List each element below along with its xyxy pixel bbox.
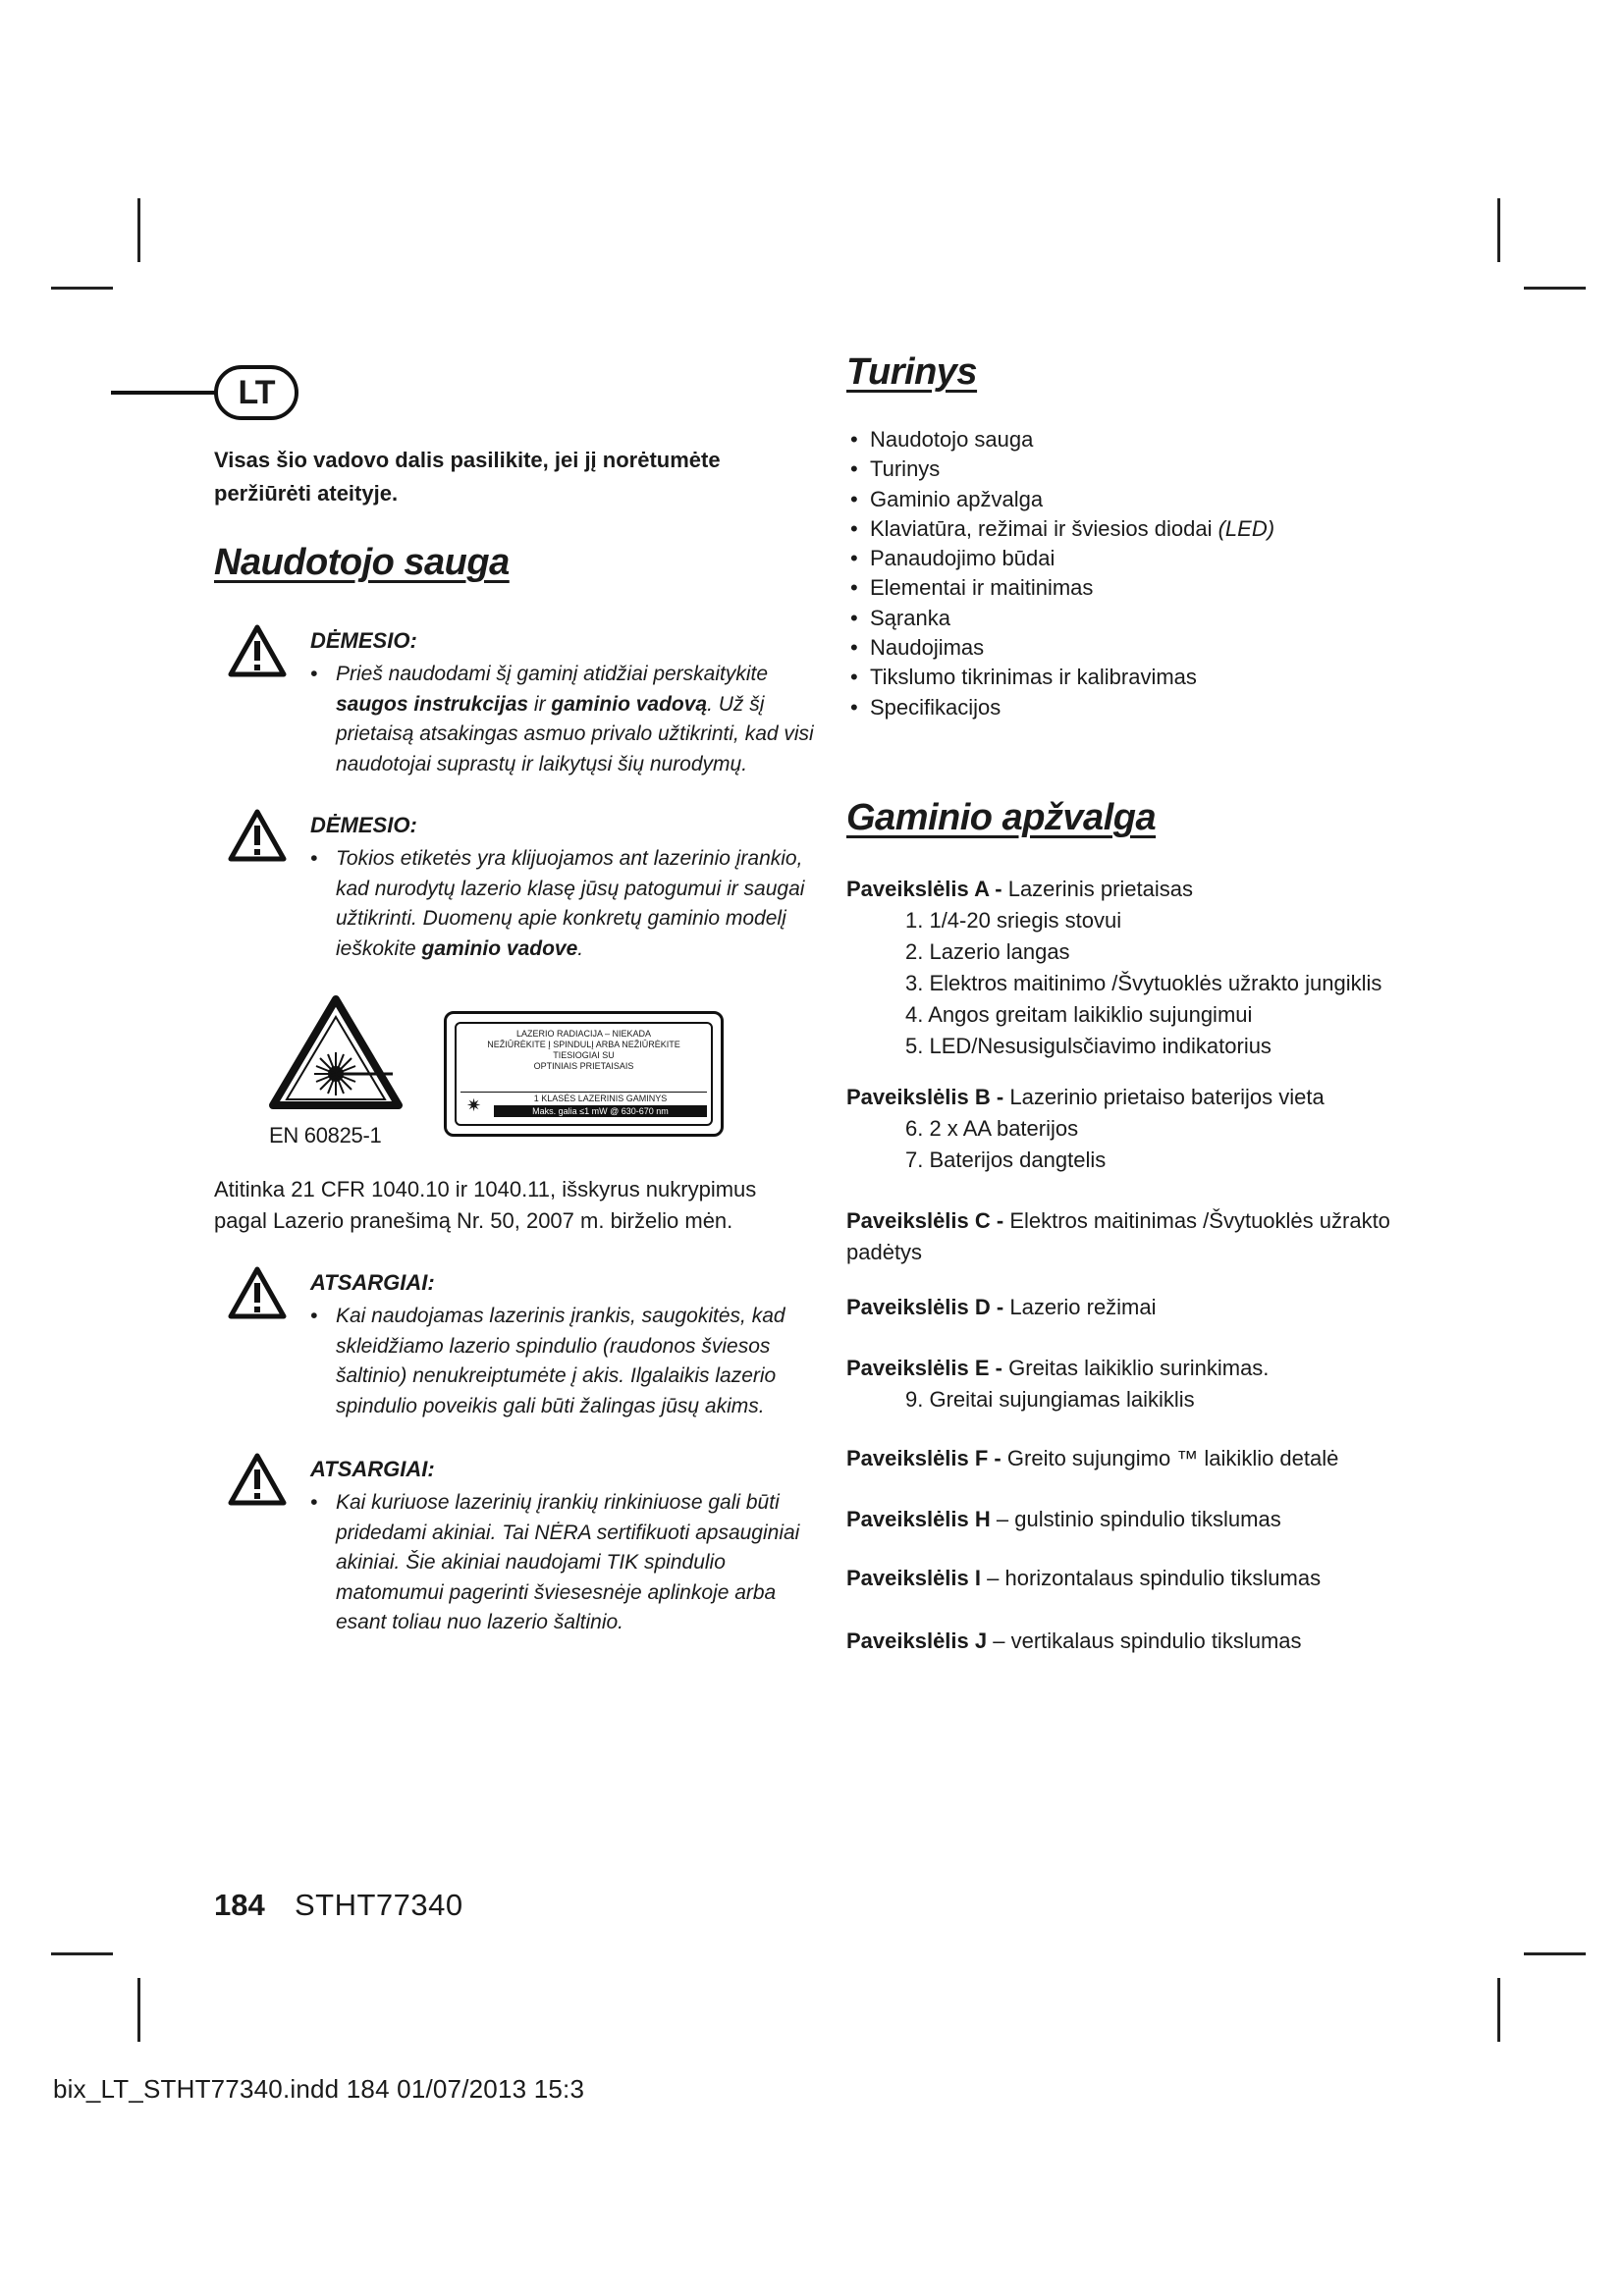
warning-text <box>310 660 821 779</box>
warning-text-part: . <box>577 936 584 960</box>
figure-text: – horizontalaus spindulio tikslumas <box>987 1566 1322 1590</box>
warning-block-2 <box>228 809 807 966</box>
caution-text <box>310 1302 821 1421</box>
figure-item: 9. Greitai sujungiamas laikiklis <box>905 1387 1195 1412</box>
list-item-suffix: (LED) <box>1218 515 1275 541</box>
list-item <box>846 514 1274 544</box>
laser-warning-label-inner <box>455 1022 713 1126</box>
crop-mark <box>1497 1978 1500 2042</box>
figure-text: Lazerio režimai <box>1009 1295 1157 1319</box>
language-badge: LT <box>214 365 298 420</box>
warning-text <box>310 844 821 964</box>
laser-labels-figure <box>267 993 738 1150</box>
warning-title: DĖMESIO: <box>310 628 417 653</box>
laser-label-line: TIESIOGIAI SU <box>553 1050 615 1060</box>
list-item: • Naudojimas <box>846 633 1274 663</box>
warning-text-part: Prieš naudodami šį gaminį atidžiai perskaitykite <box>336 663 769 685</box>
caution-block-1 <box>228 1266 807 1423</box>
figure-item: 4. Angos greitam laikiklio sujungimui <box>905 1002 1253 1027</box>
figure-item: 1. 1/4-20 sriegis stovui <box>905 908 1122 933</box>
figure-c-block <box>846 1205 1396 1268</box>
warning-text-part: Tokios etiketės yra klijuojamos ant lazerinio įrankio, kad nurodytų lazerio klasę jūsų patogumui ir saugai užtikrinti. Duomenų apie konkretų gaminio modelį ieškokite <box>336 847 805 960</box>
figure-text: Greito sujungimo ™ laikiklio detalė <box>1006 1446 1339 1470</box>
page-number: 184 <box>214 1888 265 1922</box>
figure-text: Lazerinio prietaiso baterijos vieta <box>1009 1085 1325 1109</box>
warning-triangle-icon <box>228 1453 287 1506</box>
laser-label-line: LAZERIO RADIACIJA – NIEKADA <box>515 1029 652 1039</box>
figure-text: Greitas laikiklio surinkimas. <box>1008 1356 1270 1380</box>
list-item: • Gaminio apžvalga <box>846 485 1274 514</box>
caution-text-body: Kai kuriuose lazerinių įrankių rinkiniuose gali būti pridedami akiniai. Tai NĖRA sertifikuoti apsauginiai akiniai. Šie akiniai naudojami TIK spindulio matomumui pagerinti šviesesnėje aplinkoje arba esant toliau nuo lazerio šaltinio. <box>336 1491 800 1633</box>
laser-power-text: Maks. galia ≤1 mW @ 630-670 nm <box>494 1105 707 1117</box>
print-slug: bix_LT_STHT77340.indd 184 01/07/2013 15:3 <box>53 2074 585 2104</box>
figure-label: Paveikslėlis A - <box>846 877 1002 901</box>
bullet: • <box>310 1305 318 1327</box>
warning-triangle-icon <box>228 624 287 677</box>
figure-text: – gulstinio spindulio tikslumas <box>996 1507 1281 1531</box>
crop-mark <box>51 1952 113 1955</box>
crop-mark <box>51 287 113 290</box>
laser-label-bottom <box>460 1092 707 1120</box>
figure-d-block <box>846 1292 1396 1323</box>
caution-text-body: Kai naudojamas lazerinis įrankis, saugokitės, kad skleidžiamo lazerio spindulio (raudonos šviesos šaltinio) nenukreiptumėte į akis. Ilgalaikis lazerio spindulio poveikis gali būti žalingas jūsų akims. <box>336 1305 785 1417</box>
bullet: • <box>310 1491 318 1514</box>
bullet: • <box>310 663 318 685</box>
laser-label-line: NEŽIŪRĖKITE Į SPINDULĮ ARBA NEŽIŪRĖKITE <box>487 1040 680 1049</box>
figure-label: Paveikslėlis C - <box>846 1208 1004 1233</box>
figure-text: Lazerinis prietaisas <box>1007 877 1194 901</box>
laser-warning-label <box>444 1011 724 1137</box>
figure-text: Elektros maitinimas /Švytuoklės užrakto padėtys <box>846 1208 1390 1264</box>
figure-item: 2. Lazerio langas <box>905 939 1070 964</box>
figure-item: 6. 2 x AA baterijos <box>905 1116 1079 1141</box>
list-item: • Specifikacijos <box>846 693 1274 722</box>
figure-i-block <box>846 1563 1396 1594</box>
figure-item: 5. LED/Nesusigulsčiavimo indikatorius <box>905 1034 1272 1058</box>
warning-text-bold: saugos instrukcijas <box>336 692 529 716</box>
figure-j-block <box>846 1626 1396 1657</box>
figure-a-block <box>846 874 1396 1062</box>
list-item: • Elementai ir maitinimas <box>846 573 1274 603</box>
figure-f-block <box>846 1443 1396 1474</box>
section-title-overview: Gaminio apžvalga <box>846 797 1157 838</box>
crop-mark <box>1524 1952 1586 1955</box>
warning-title: DĖMESIO: <box>310 813 417 837</box>
figure-text: – vertikalaus spindulio tikslumas <box>993 1629 1302 1653</box>
warning-text-part: . Už šį prietaisą atsakingas asmuo privalo užtikrinti, kad visi naudotojai suprastų ir laikytųsi šių nurodymų. <box>336 692 814 775</box>
figure-b-block <box>846 1082 1396 1176</box>
list-item: • Panaudojimo būdai <box>846 544 1274 573</box>
figure-label: Paveikslėlis E - <box>846 1356 1002 1380</box>
figure-label: Paveikslėlis I <box>846 1566 981 1590</box>
laser-hazard-icon <box>267 993 405 1111</box>
bullet: • <box>310 847 318 870</box>
compliance-text: Atitinka 21 CFR 1040.10 ir 1040.11, išskyrus nukrypimus pagal Lazerio pranešimą Nr. 50, 2007 m. birželio mėn. <box>214 1177 757 1233</box>
figure-label: Paveikslėlis D - <box>846 1295 1004 1319</box>
crop-mark <box>137 198 140 262</box>
crop-mark <box>1524 287 1586 290</box>
caution-block-2 <box>228 1453 807 1649</box>
figure-e-block <box>846 1353 1396 1415</box>
figure-item: 3. Elektros maitinimo /Švytuoklės užrakto jungiklis <box>905 971 1382 995</box>
contents-list <box>846 425 1274 722</box>
model-number: STHT77340 <box>295 1888 463 1922</box>
list-item-text: Klaviatūra, režimai ir šviesios diodai <box>870 515 1213 541</box>
figure-label: Paveikslėlis H <box>846 1507 991 1531</box>
list-item: • Sąranka <box>846 604 1274 633</box>
warning-block-1 <box>228 624 814 781</box>
warning-triangle-icon <box>228 1266 287 1319</box>
laser-standard-label: EN 60825-1 <box>269 1123 382 1148</box>
list-item: • Turinys <box>846 454 1274 484</box>
warning-text-bold: gaminio vadove <box>421 936 578 960</box>
laser-class-text: 1 KLASĖS LAZERINIS GAMINYS <box>533 1094 668 1103</box>
list-item: • Tikslumo tikrinimas ir kalibravimas <box>846 663 1274 692</box>
laser-starburst-icon: ✷ <box>466 1095 482 1115</box>
section-title-user-safety: Naudotojo sauga <box>214 542 510 583</box>
intro-text: Visas šio vadovo dalis pasilikite, jei jį norėtumėte peržiūrėti ateityje. <box>214 448 721 506</box>
figure-item: 7. Baterijos dangtelis <box>905 1148 1107 1172</box>
section-title-contents: Turinys <box>846 351 978 393</box>
crop-mark <box>137 1978 140 2042</box>
caution-title: ATSARGIAI: <box>310 1270 435 1295</box>
badge-line <box>111 391 217 395</box>
figure-label: Paveikslėlis B - <box>846 1085 1004 1109</box>
figure-h-block <box>846 1504 1396 1535</box>
warning-triangle-icon <box>228 809 287 862</box>
caution-title: ATSARGIAI: <box>310 1457 435 1481</box>
figure-label: Paveikslėlis J <box>846 1629 988 1653</box>
list-item: • Naudotojo sauga <box>846 425 1274 454</box>
figure-label: Paveikslėlis F - <box>846 1446 1001 1470</box>
warning-text-part: ir <box>528 692 552 716</box>
crop-mark <box>1497 198 1500 262</box>
warning-text-bold: gaminio vadovą <box>551 692 708 716</box>
caution-text <box>310 1488 821 1638</box>
laser-label-line: OPTINIAIS PRIETAISAIS <box>533 1061 634 1071</box>
